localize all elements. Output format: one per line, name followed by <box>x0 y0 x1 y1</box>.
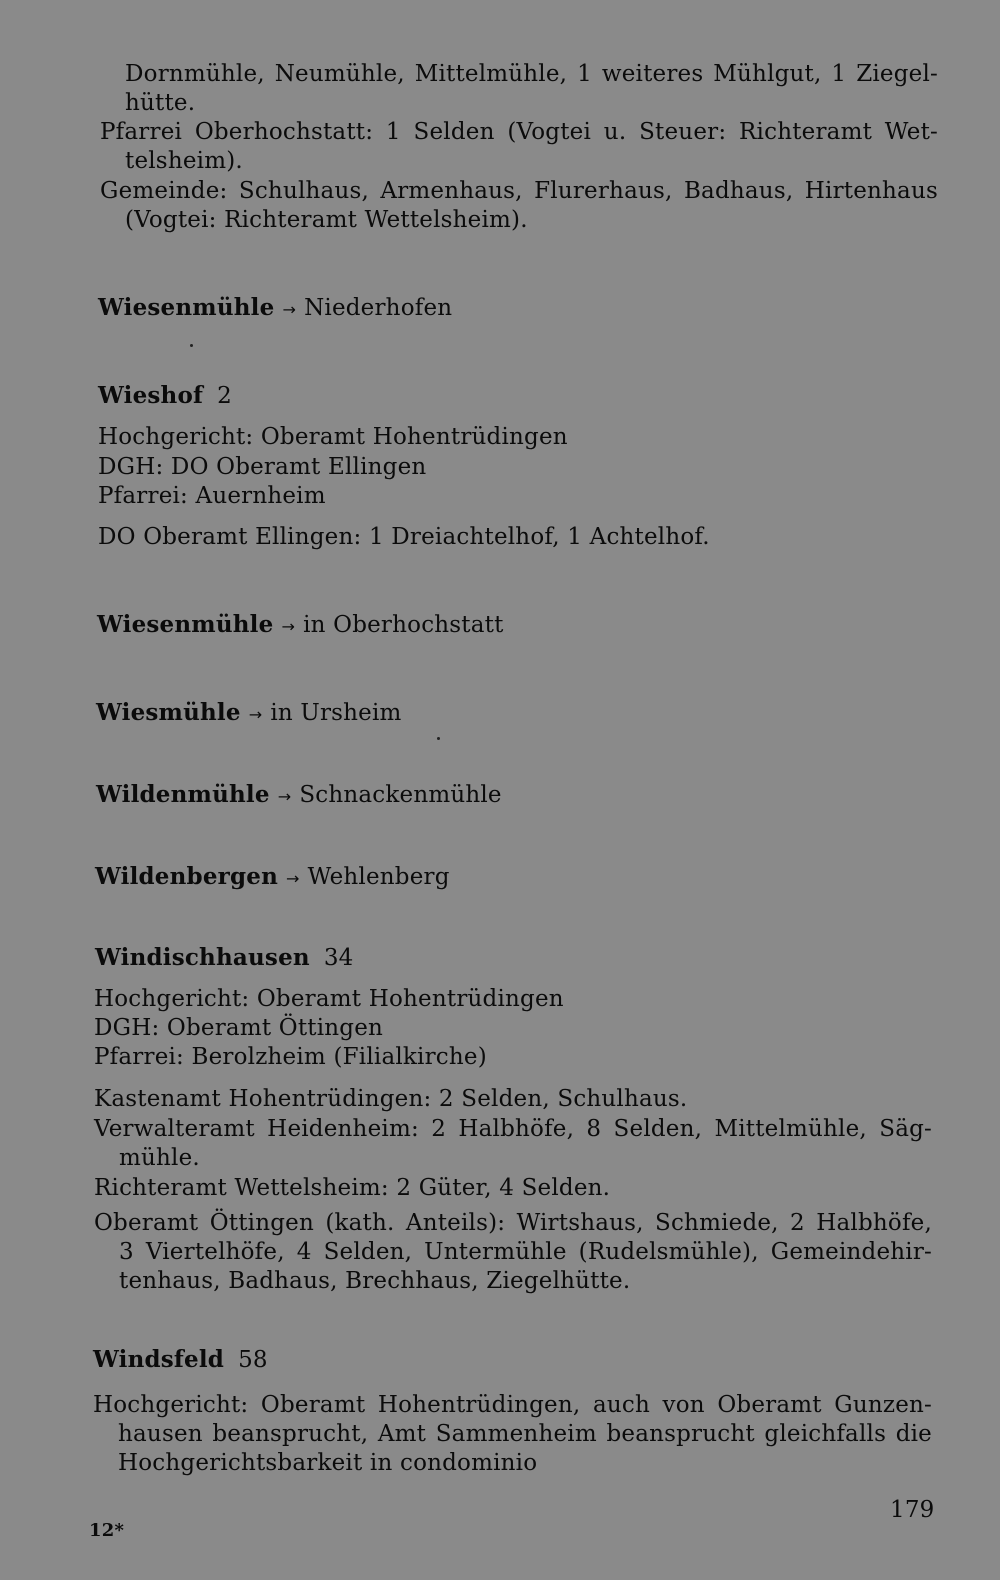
entry-heading: Windischhausen <box>95 944 310 971</box>
entry-header <box>95 943 354 973</box>
text-line: Dornmühle, Neumühle, Mittelmühle, 1 weiteres Mühlgut, 1 Ziegel- <box>125 61 938 87</box>
page-number: 179 <box>890 1497 935 1523</box>
reference-target: Wehlenberg <box>307 864 450 890</box>
entry-heading: Wildenmühle <box>96 781 270 808</box>
arrow-icon: → <box>248 705 263 724</box>
text-line: Verwalteramt Heidenheim: 2 Halbhöfe, 8 Selden, Mittelmühle, Säg- <box>94 1116 932 1142</box>
entry-heading: Windsfeld <box>93 1346 225 1373</box>
text-line: (Vogtei: Richteramt Wettelsheim). <box>125 207 528 233</box>
text-line: Hochgericht: Oberamt Hohentrüdingen, auch von Oberamt Gunzen- <box>93 1392 932 1418</box>
text-line: Pfarrei Oberhochstatt: 1 Selden (Vogtei u. Steuer: Richteramt Wet- <box>100 119 938 145</box>
entry-heading: Wiesmühle <box>96 699 241 726</box>
text-line: Kastenamt Hohentrüdingen: 2 Selden, Schulhaus. <box>94 1086 688 1112</box>
text-line: Hochgerichtsbarkeit in condominio <box>118 1450 538 1476</box>
reference-target: Niederhofen <box>304 295 453 321</box>
entry-number: 2 <box>217 383 232 409</box>
text-line: Gemeinde: Schulhaus, Armenhaus, Flurerhaus, Badhaus, Hirtenhaus <box>100 178 938 204</box>
text-line: Pfarrei: Auernheim <box>98 483 326 509</box>
text-line: Hochgericht: Oberamt Hohentrüdingen <box>98 424 568 450</box>
arrow-icon: → <box>281 617 296 636</box>
reference-target: Schnackenmühle <box>299 782 502 808</box>
text-line: Hochgericht: Oberamt Hohentrüdingen <box>94 986 564 1012</box>
text-line: tenhaus, Badhaus, Brechhaus, Ziegelhütte. <box>119 1268 631 1294</box>
cross-reference-entry <box>95 862 450 894</box>
entry-heading: Wieshof <box>98 382 204 409</box>
entry-number: 58 <box>238 1347 268 1373</box>
cross-reference-entry <box>96 780 502 812</box>
reference-target: in Ursheim <box>270 700 402 726</box>
speck-mark <box>437 737 440 740</box>
speck-mark <box>190 344 193 347</box>
entry-header <box>98 381 232 411</box>
text-line: DGH: Oberamt Öttingen <box>94 1015 384 1041</box>
text-line: Richteramt Wettelsheim: 2 Güter, 4 Selden. <box>94 1175 611 1201</box>
entry-heading: Wiesenmühle <box>98 294 275 321</box>
entry-number: 34 <box>323 945 354 971</box>
arrow-icon: → <box>286 869 300 888</box>
entry-heading: Wildenbergen <box>95 863 279 890</box>
text-line: DGH: DO Oberamt Ellingen <box>98 454 427 480</box>
text-line: DO Oberamt Ellingen: 1 Dreiachtelhof, 1 Achtelhof. <box>98 524 710 550</box>
text-line: 3 Viertelhöfe, 4 Selden, Untermühle (Rudelsmühle), Gemeindehir- <box>119 1239 932 1265</box>
text-line: Pfarrei: Berolzheim (Filialkirche) <box>94 1044 487 1070</box>
text-line: hausen beansprucht, Amt Sammenheim beansprucht gleichfalls die <box>118 1421 932 1447</box>
cross-reference-entry <box>97 610 504 642</box>
text-line: Oberamt Öttingen (kath. Anteils): Wirtshaus, Schmiede, 2 Halbhöfe, <box>94 1210 932 1236</box>
entry-heading: Wiesenmühle <box>97 611 274 638</box>
text-line: telsheim). <box>125 148 243 174</box>
entry-header <box>93 1345 268 1375</box>
reference-target: in Oberhochstatt <box>303 612 504 638</box>
signature-mark: 12* <box>89 1520 125 1541</box>
text-line: mühle. <box>119 1145 200 1171</box>
arrow-icon: → <box>282 300 297 319</box>
cross-reference-entry <box>96 698 402 730</box>
arrow-icon: → <box>277 787 292 806</box>
text-line: hütte. <box>125 90 196 116</box>
cross-reference-entry <box>98 293 452 325</box>
